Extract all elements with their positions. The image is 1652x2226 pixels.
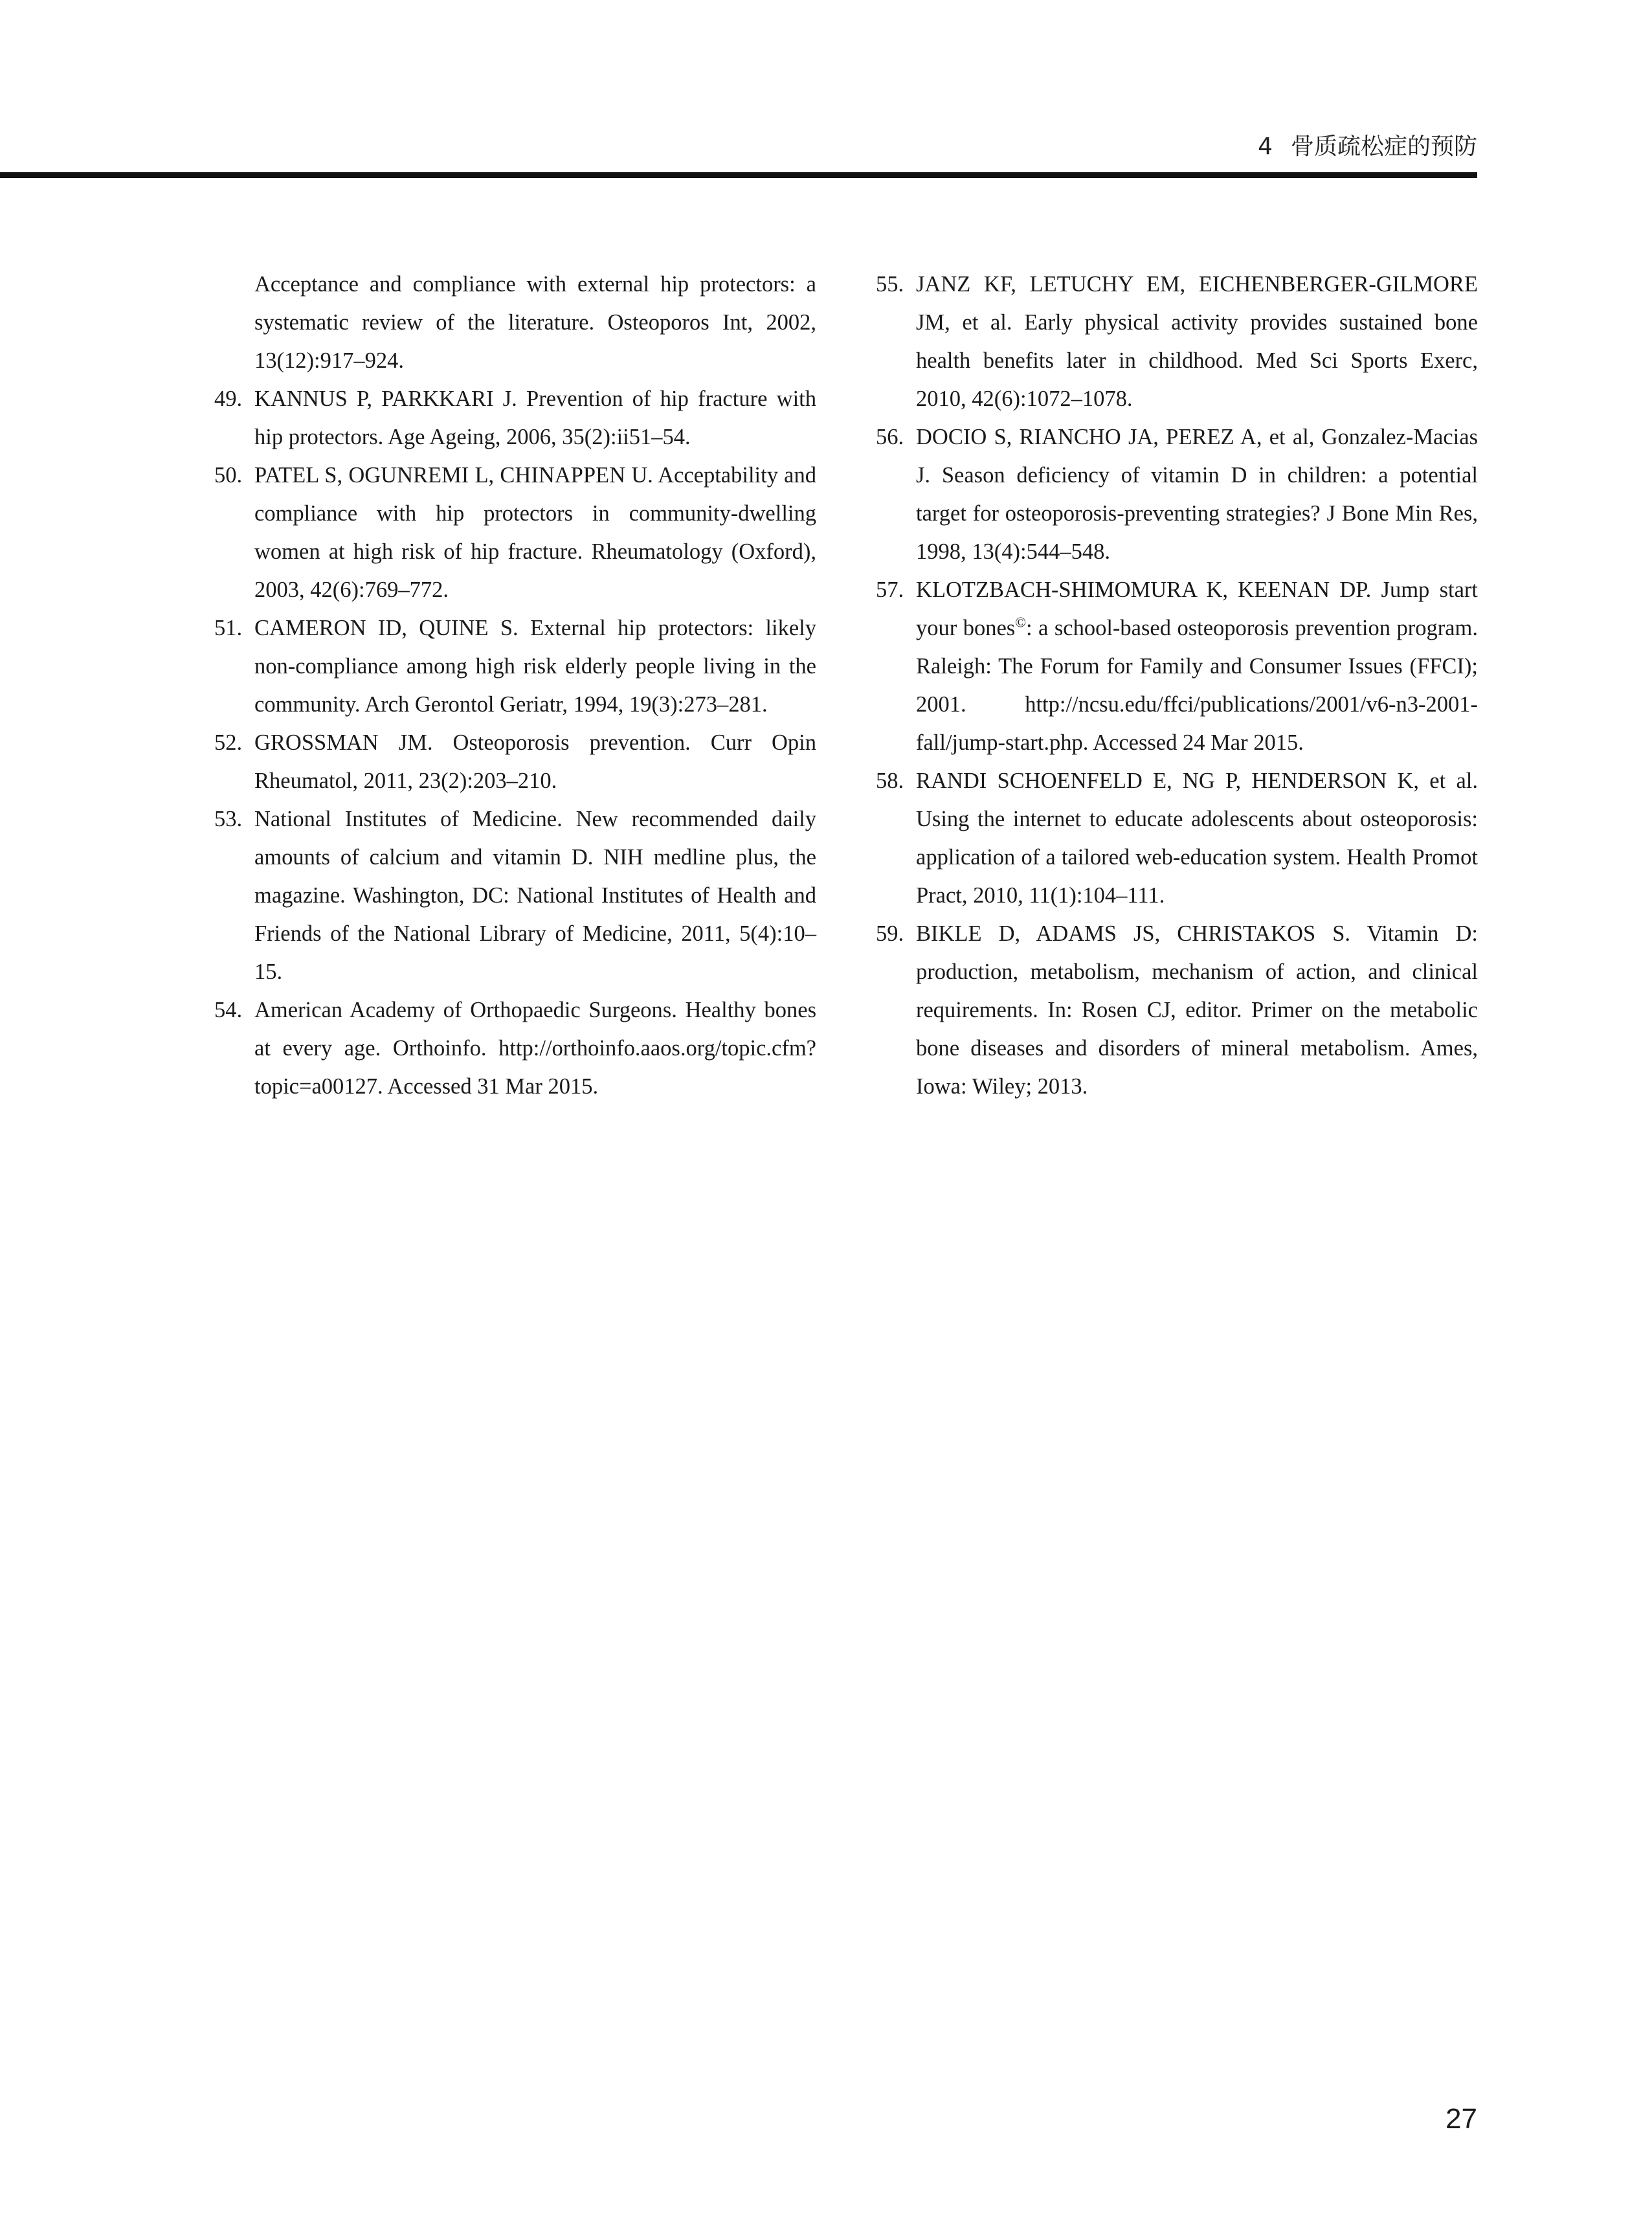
reference-49 [214,380,816,456]
reference-text: PATEL S, OGUNREMI L, CHINAPPEN U. Acceptability and compliance with hip protectors in community-dwelling women at high risk of hip fracture. Rheumatology (Oxford), 2003, 42(6):769–772. [254,463,816,602]
running-head [1258,128,1477,161]
reference-number: 53. [214,807,243,831]
page-number: 27 [1446,2103,1477,2135]
reference-number: 58. [876,769,904,793]
reference-number: 49. [214,387,243,411]
reference-number: 59. [876,921,904,946]
reference-57 [876,571,1478,762]
reference-number: 52. [214,730,243,755]
reference-52 [214,724,816,800]
reference-text: KANNUS P, PARKKARI J. Prevention of hip fracture with hip protectors. Age Ageing, 2006, 35(2):ii51–54. [254,387,816,449]
copyright-superscript: © [1015,614,1026,631]
reference-text: JANZ KF, LETUCHY EM, EICHENBERGER-GILMORE JM, et al. Early physical activity provides sustained bone health benefits later in childhood. Med Sci Sports Exerc, 2010, 42(6):1072–1078. [916,272,1478,411]
reference-48-continued [214,265,816,380]
reference-number: 57. [876,578,904,602]
reference-number: 55. [876,272,904,297]
reference-56 [876,418,1478,571]
reference-50 [214,456,816,609]
reference-column-right [876,265,1478,1106]
reference-text: BIKLE D, ADAMS JS, CHRISTAKOS S. Vitamin D: production, metabolism, mechanism of action, and clinical requirements. In: Rosen CJ, editor. Primer on the metabolic bone diseases and disorders of mineral metabolism. Ames, Iowa: Wiley; 2013. [916,921,1478,1099]
reference-58 [876,762,1478,915]
reference-column-left [214,265,816,1106]
reference-59 [876,915,1478,1106]
reference-text: RANDI SCHOENFELD E, NG P, HENDERSON K, et al. Using the internet to educate adolescents about osteoporosis: application of a tailored web-education system. Health Promot Pract, 2010, 11(1):104–111. [916,769,1478,908]
reference-number: 56. [876,425,904,449]
reference-text: National Institutes of Medicine. New recommended daily amounts of calcium and vitamin D. NIH medline plus, the magazine. Washington, DC: National Institutes of Health and Friends of the National Library of Medicine, 2011, 5(4):10–15. [254,807,816,984]
reference-51 [214,609,816,724]
reference-text: GROSSMAN JM. Osteoporosis prevention. Curr Opin Rheumatol, 2011, 23(2):203–210. [254,730,816,793]
reference-55 [876,265,1478,418]
reference-text-after: : a school-based osteoporosis prevention program. Raleigh: The Forum for Family and Consumer Issues (FFCI); 2001. http://ncsu.edu/ffci/publications/2001/v6-n3-2001-fall/jump-start.php. Accessed 24 Mar 2015. [916,616,1478,755]
chapter-title: 骨质疏松症的预防 [1290,133,1477,160]
reference-number: 50. [214,463,243,488]
reference-text-before: KLOTZBACH-SHIMOMURA K, KEENAN DP. Jump start your bones [916,578,1478,640]
reference-54 [214,991,816,1106]
chapter-number: 4 [1258,133,1273,160]
reference-text: American Academy of Orthopaedic Surgeons. Healthy bones at every age. Orthoinfo. http://orthoinfo.aaos.org/topic.cfm?topic=a00127. Accessed 31 Mar 2015. [254,998,816,1099]
reference-text: CAMERON ID, QUINE S. External hip protectors: likely non-compliance among high risk elderly people living in the community. Arch Gerontol Geriatr, 1994, 19(3):273–281. [254,616,816,717]
reference-number: 51. [214,616,243,640]
reference-text: DOCIO S, RIANCHO JA, PEREZ A, et al, Gonzalez-Macias J. Season deficiency of vitamin D in children: a potential target for osteoporosis-preventing strategies? J Bone Min Res, 1998, 13(4):544–548. [916,425,1478,564]
header-rule [0,172,1477,178]
reference-number: 54. [214,998,243,1022]
reference-53 [214,800,816,991]
reference-text: Acceptance and compliance with external hip protectors: a systematic review of the literature. Osteoporos Int, 2002, 13(12):917–924. [254,272,816,373]
